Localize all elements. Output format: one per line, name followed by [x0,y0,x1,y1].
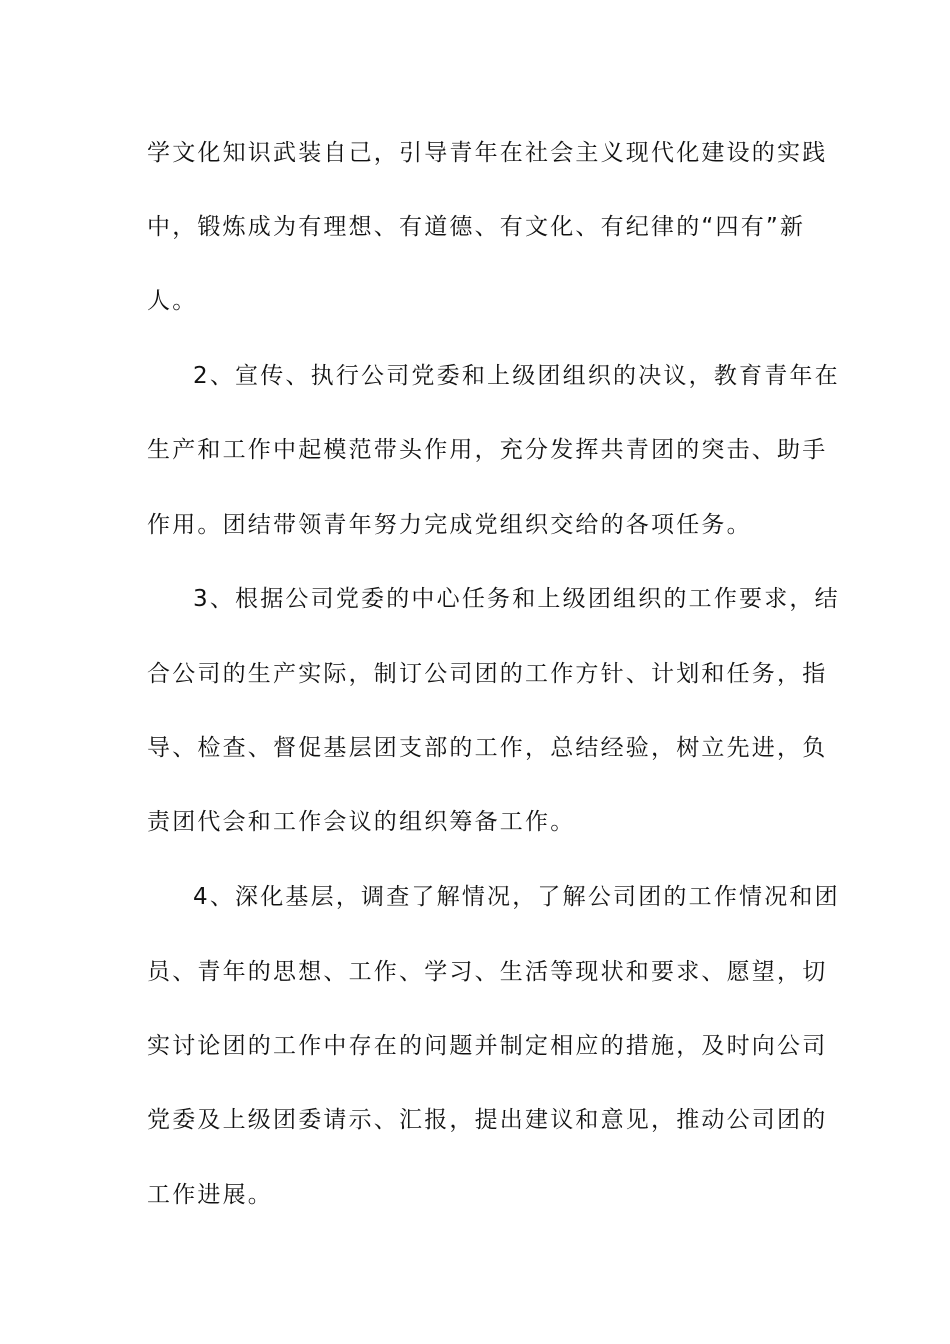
text-line: 生产和工作中起模范带头作用，充分发挥共青团的突击、助手 [147,437,828,463]
paragraph-start-line: 2、宣传、执行公司党委和上级团组织的决议，教育青年在 [193,363,840,389]
text-line: 学文化知识武装自己，引导青年在社会主义现代化建设的实践 [147,140,828,166]
paragraph-start-line: 3、根据公司党委的中心任务和上级团组织的工作要求，结 [193,586,840,612]
text-line: 工作进展。 [147,1182,273,1208]
paragraph-start-line: 4、深化基层，调查了解情况，了解公司团的工作情况和团 [193,884,840,910]
text-line: 作用。团结带领青年努力完成党组织交给的各项任务。 [147,512,752,538]
text-line: 员、青年的思想、工作、学习、生活等现状和要求、愿望，切 [147,959,828,985]
text-line: 导、检查、督促基层团支部的工作，总结经验，树立先进，负 [147,735,828,761]
text-line: 人。 [147,288,198,314]
text-line: 合公司的生产实际，制订公司团的工作方针、计划和任务，指 [147,661,828,687]
text-line: 中，锻炼成为有理想、有道德、有文化、有纪律的“四有”新 [147,214,806,240]
text-line: 实讨论团的工作中存在的问题并制定相应的措施，及时向公司 [147,1033,828,1059]
text-line: 责团代会和工作会议的组织筹备工作。 [147,809,576,835]
text-line: 党委及上级团委请示、汇报，提出建议和意见，推动公司团的 [147,1107,828,1133]
